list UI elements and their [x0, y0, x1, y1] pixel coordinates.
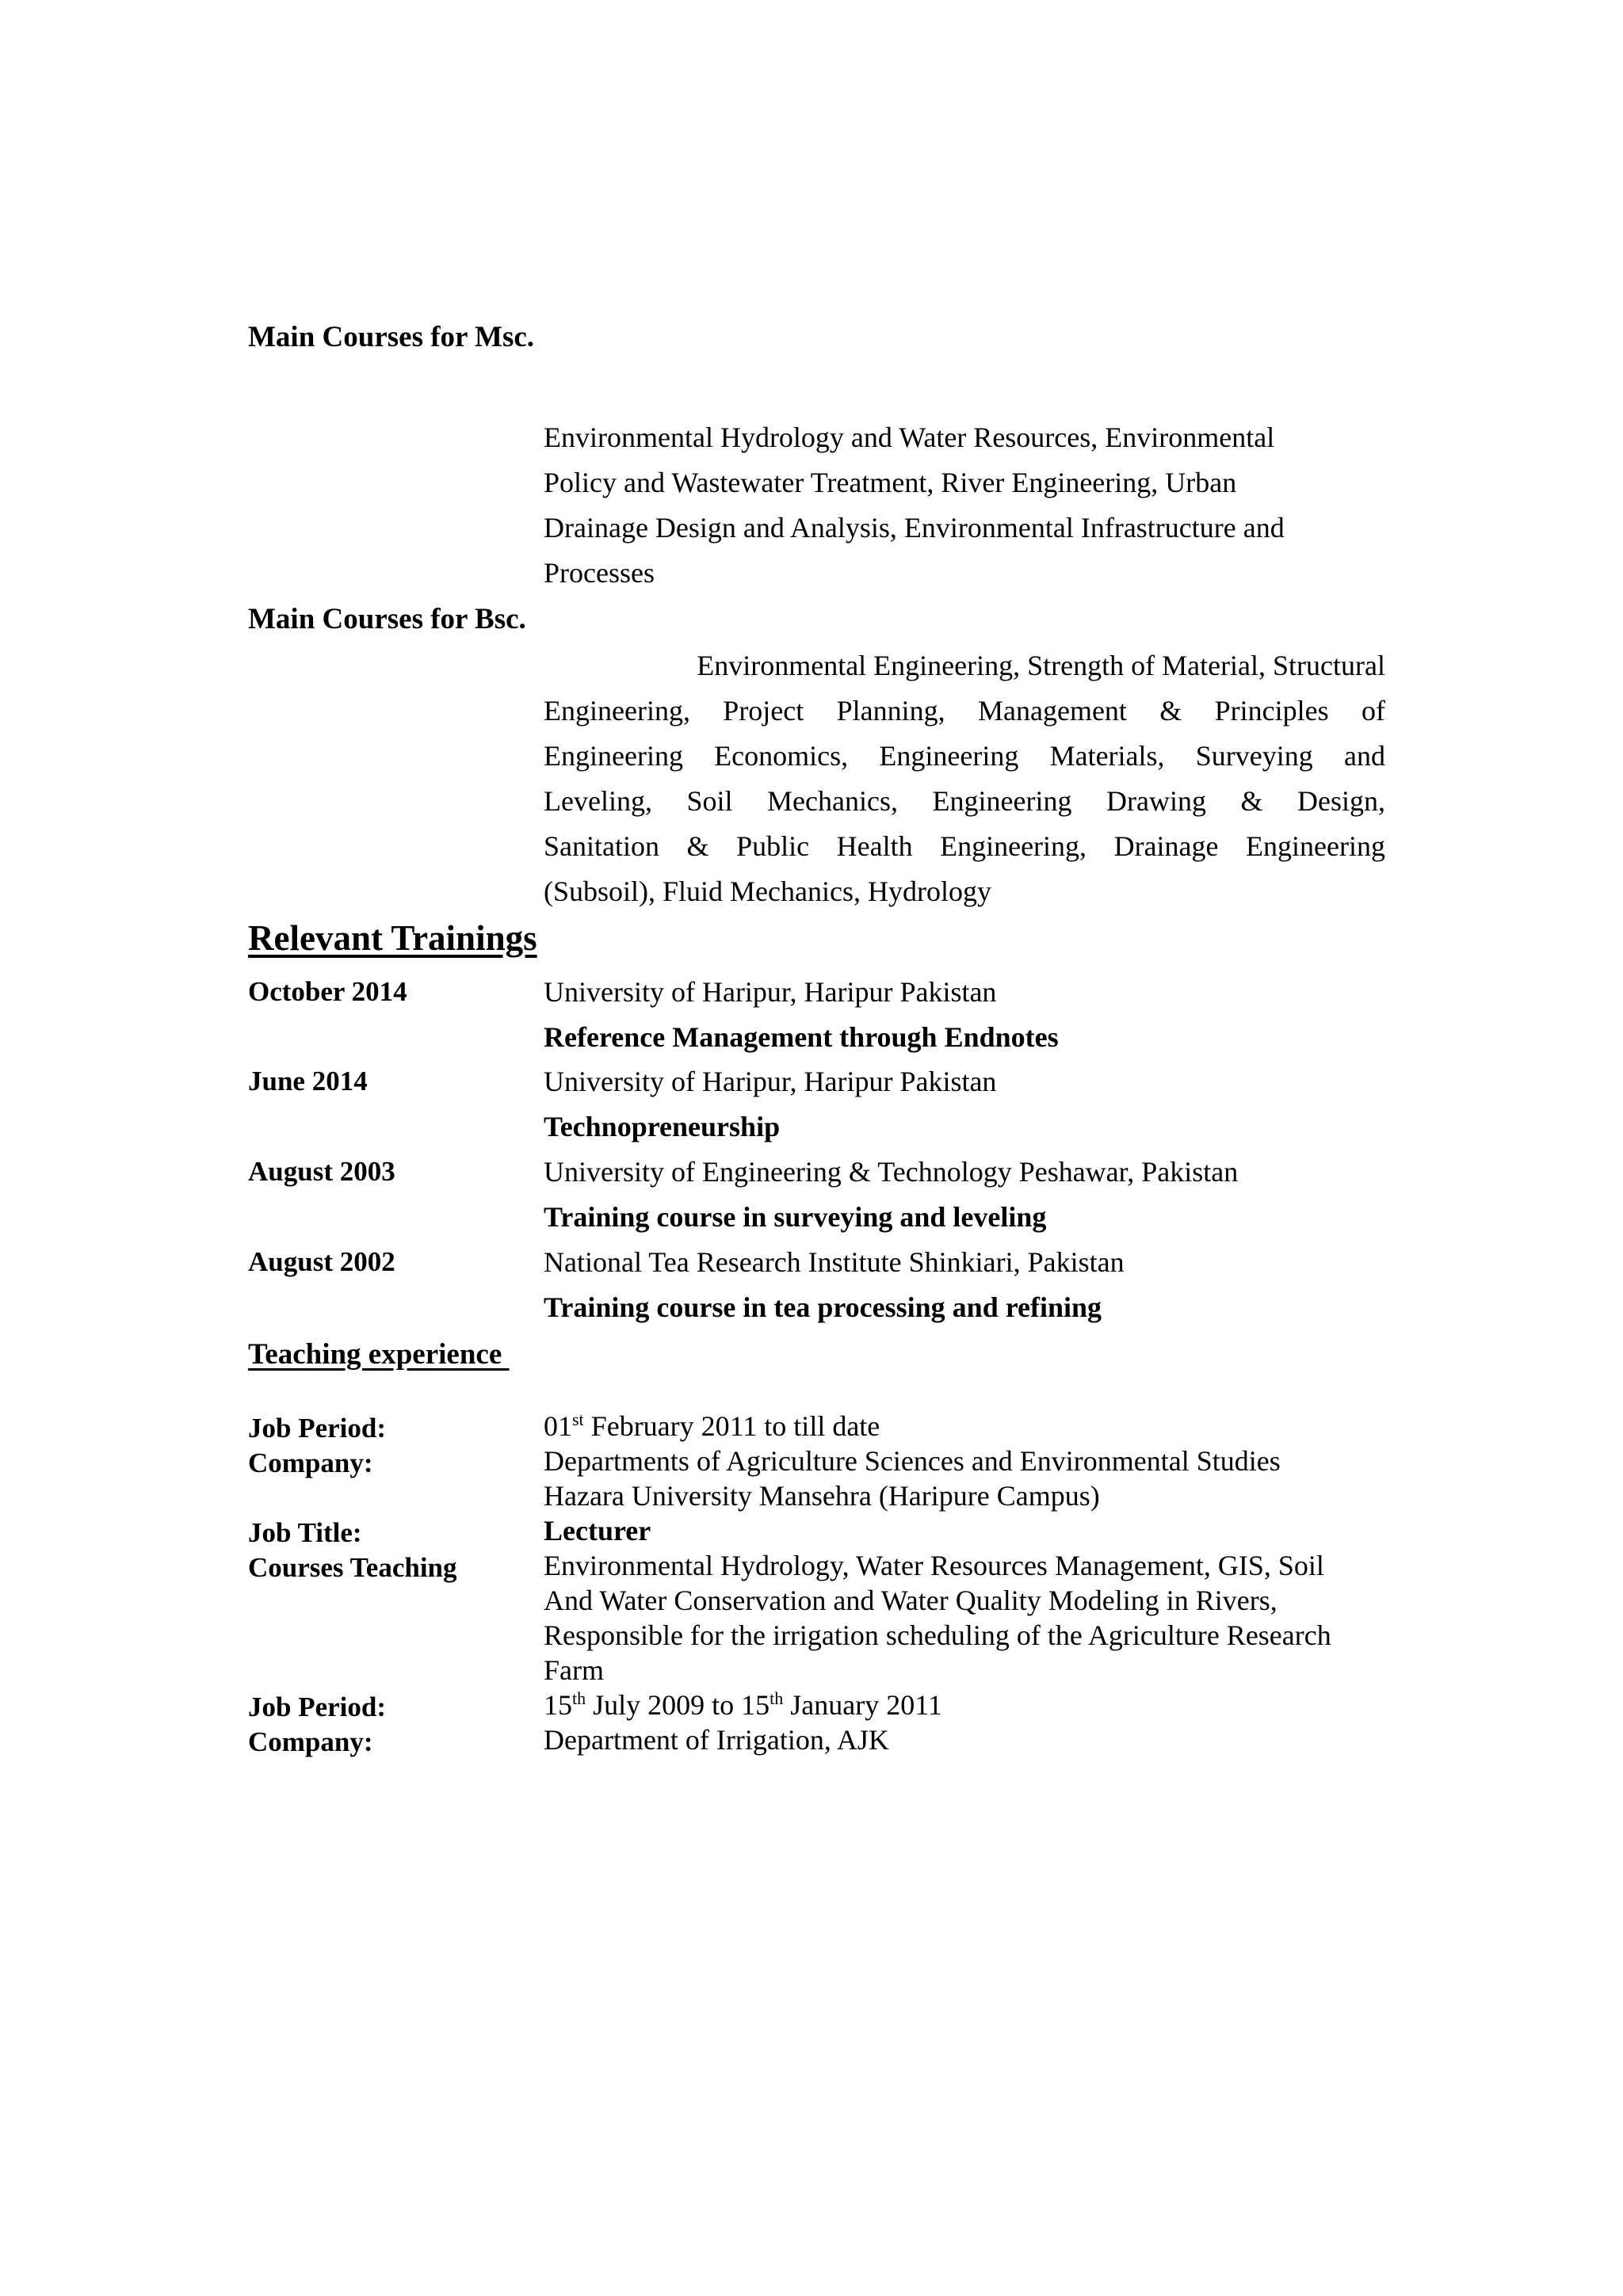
msc-course-line: Policy and Wastewater Treatment, River Engineering, Urban	[544, 467, 1237, 498]
bsc-course-line: Engineering Economics, Engineering Materials, Surveying and	[544, 740, 1385, 772]
job-period-value	[544, 1409, 880, 1444]
training-place: University of Haripur, Haripur Pakistan	[544, 976, 997, 1008]
courses-teaching-value	[544, 1548, 1331, 1688]
training-place: University of Haripur, Haripur Pakistan	[544, 1066, 997, 1097]
job-title-label: Job Title:	[248, 1517, 362, 1548]
job-period-value	[544, 1688, 942, 1722]
training-date: October 2014	[248, 976, 407, 1007]
courses-line: And Water Conservation and Water Quality Modeling in Rivers,	[544, 1585, 1277, 1616]
training-title: Training course in tea processing and refining	[544, 1291, 1102, 1323]
bsc-courses-heading: Main Courses for Bsc.	[248, 603, 526, 635]
msc-course-line: Processes	[544, 557, 655, 589]
company-label: Company:	[248, 1447, 373, 1478]
job-period-end-ordinal: th	[769, 1688, 784, 1708]
msc-course-line: Drainage Design and Analysis, Environmental Infrastructure and	[544, 512, 1285, 543]
courses-teaching-label: Courses Teaching	[248, 1552, 457, 1583]
bsc-course-line: Sanitation & Public Health Engineering, Drainage Engineering	[544, 830, 1385, 862]
job-period-end-rest: January 2011	[783, 1689, 942, 1721]
training-place: University of Engineering & Technology Peshawar, Pakistan	[544, 1156, 1239, 1188]
bsc-course-line: Environmental Engineering, Strength of Material, Structural	[697, 650, 1385, 681]
company-value	[544, 1444, 1281, 1513]
company-line: Hazara University Mansehra (Haripure Campus)	[544, 1480, 1100, 1512]
training-title: Reference Management through Endnotes	[544, 1021, 1059, 1053]
job-title-value: Lecturer	[544, 1515, 651, 1547]
courses-line: Environmental Hydrology, Water Resources Management, GIS, Soil	[544, 1550, 1324, 1581]
trainings-heading: Relevant Trainings	[248, 918, 537, 958]
company-line: Departments of Agriculture Sciences and Environmental Studies	[544, 1445, 1281, 1477]
bsc-course-line: (Subsoil), Fluid Mechanics, Hydrology	[544, 875, 991, 907]
training-date: August 2002	[248, 1246, 395, 1277]
job-period-day: 01	[544, 1410, 572, 1442]
bsc-course-line: Engineering, Project Planning, Management & Principles of	[544, 695, 1385, 727]
training-title: Training course in surveying and leveling	[544, 1201, 1047, 1233]
training-date: August 2003	[248, 1156, 395, 1187]
msc-course-line: Environmental Hydrology and Water Resources, Environmental	[544, 421, 1275, 453]
teaching-heading: Teaching experience	[248, 1338, 510, 1371]
job-period-start-rest: July 2009 to	[586, 1689, 742, 1721]
company-value: Department of Irrigation, AJK	[544, 1724, 889, 1756]
job-period-ordinal: st	[572, 1409, 584, 1429]
job-period-start-ordinal: th	[572, 1688, 586, 1708]
training-date: June 2014	[248, 1066, 368, 1097]
courses-line: Farm	[544, 1654, 604, 1686]
training-place: National Tea Research Institute Shinkiari, Pakistan	[544, 1246, 1125, 1278]
job-period-end-day: 15	[741, 1689, 770, 1721]
bsc-course-line: Leveling, Soil Mechanics, Engineering Drawing & Design,	[544, 785, 1385, 817]
msc-courses-list	[544, 415, 1385, 596]
courses-line: Responsible for the irrigation scheduling of the Agriculture Research	[544, 1619, 1331, 1651]
job-period-label: Job Period:	[248, 1691, 387, 1722]
training-title: Technopreneurship	[544, 1111, 781, 1142]
company-label: Company:	[248, 1726, 373, 1757]
job-period-label: Job Period:	[248, 1413, 387, 1444]
msc-courses-heading: Main Courses for Msc.	[248, 321, 535, 353]
job-period-start-day: 15	[544, 1689, 572, 1721]
job-period-rest: February 2011 to till date	[583, 1410, 880, 1442]
bsc-courses-list	[544, 643, 1385, 914]
